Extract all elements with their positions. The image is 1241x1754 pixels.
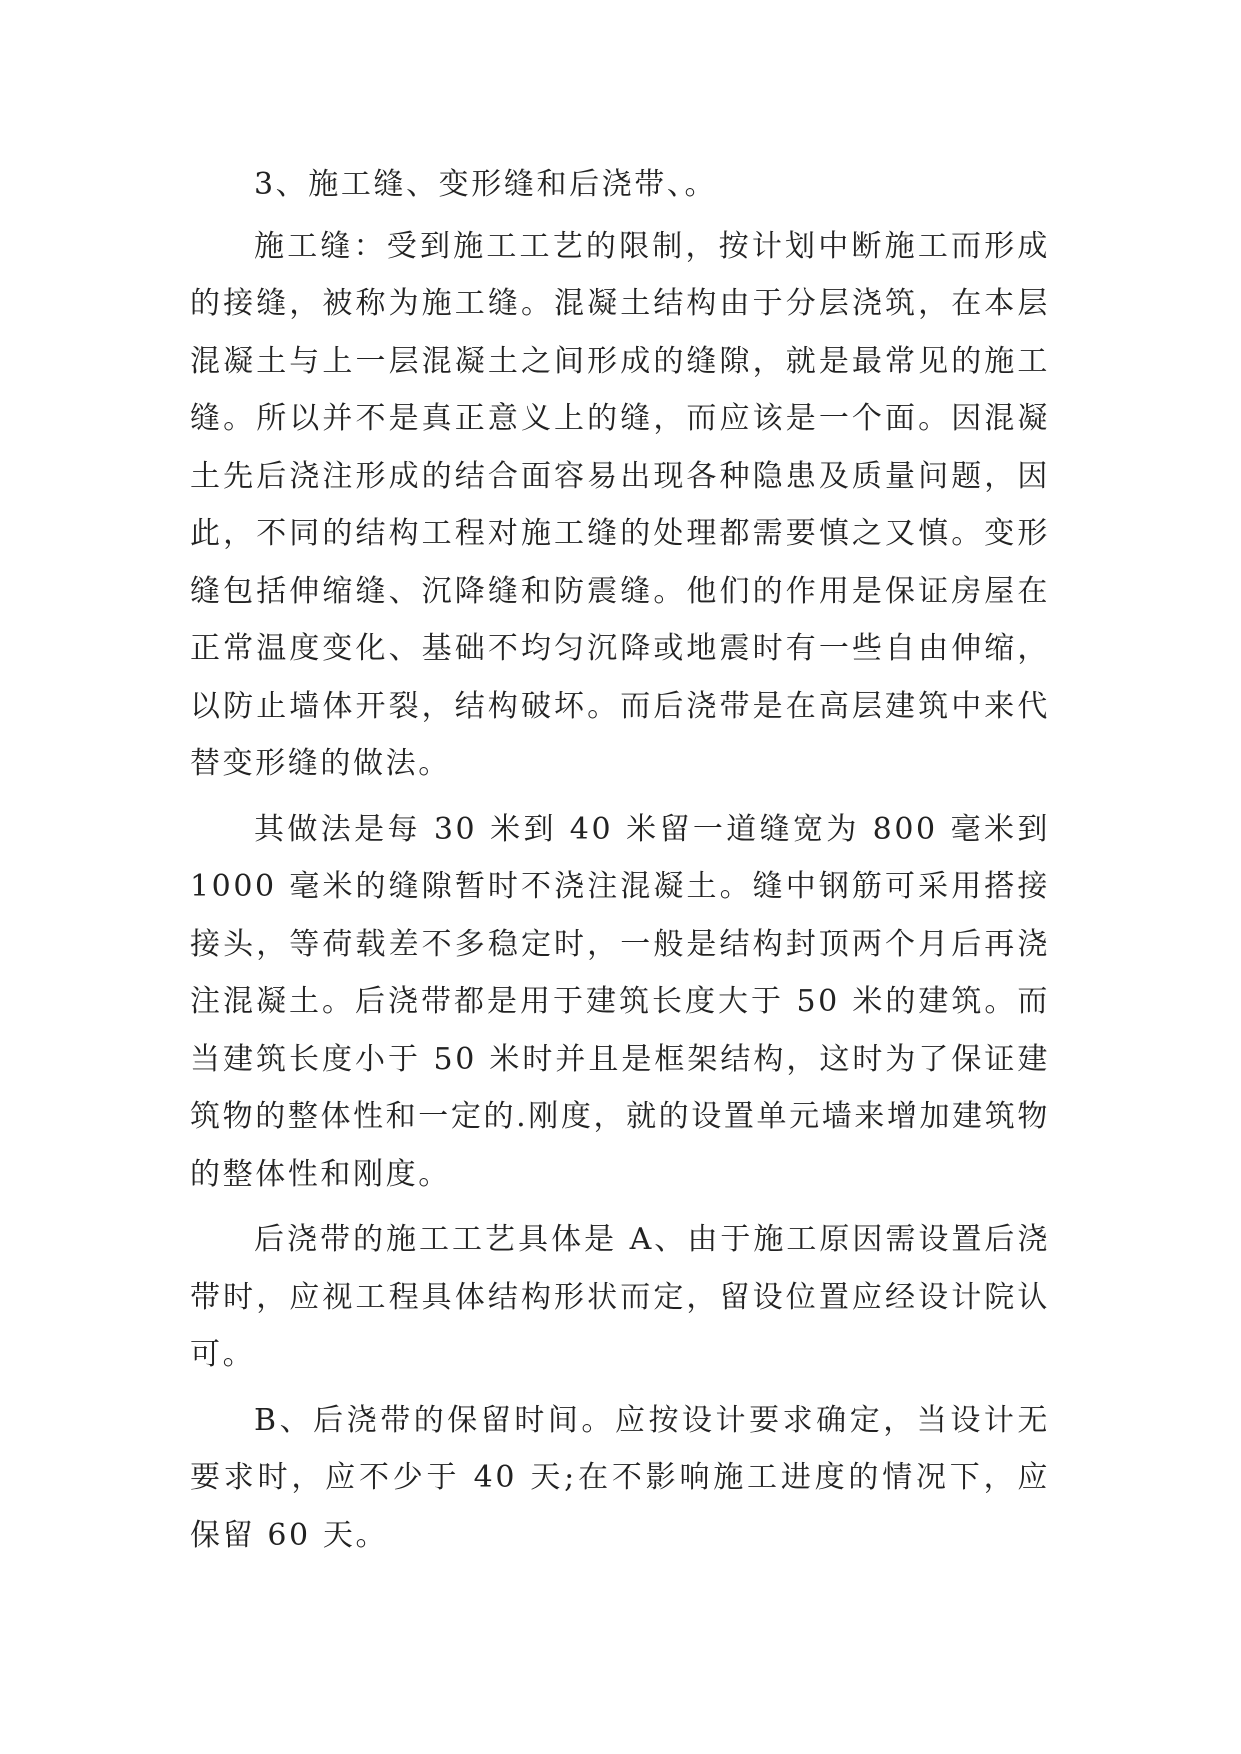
paragraph-process-a: 后浇带的施工工艺具体是 A、由于施工原因需设置后浇带时，应视工程具体结构形状而定，留设位置应经设计院认可。 xyxy=(190,1222,1050,1372)
paragraph-construction-joint: 施工缝：受到施工工艺的限制，按计划中断施工而形成的接缝，被称为施工缝。混凝土结构由于分层浇筑，在本层混凝土与上一层混凝土之间形成的缝隙，就是最常见的施工缝。所以并不是真正意义上的缝，而应该是一个面。因混凝土先后浇注形成的结合面容易出现各种隐患及质量问题，因此，不同的结构工程对施工缝的处理都需要慎之又慎。变形缝包括伸缩缝、沉降缝和防震缝。他们的作用是保证房屋在正常温度变化、基础不均匀沉降或地震时有一些自由伸缩，以防止墙体开裂，结构破坏。而后浇带是在高层建筑中来代替变形缝的做法。 xyxy=(190,228,1050,781)
paragraph-process-b: B、后浇带的保留时间。应按设计要求确定，当设计无要求时，应不少于 40 天;在不影响施工进度的情况下，应保留 60 天。 xyxy=(190,1402,1050,1553)
paragraph-method: 其做法是每 30 米到 40 米留一道缝宽为 800 毫米到 1000 毫米的缝隙暂时不浇注混凝土。缝中钢筋可采用搭接接头，等荷载差不多稳定时，一般是结构封顶两个月后再浇注混凝土。后浇带都是用于建筑长度大于 50 米的建筑。而当建筑长度小于 50 米时并且是框架结构，这时为了保证建筑物的整体性和一定的.刚度，就的设置单元墙来增加建筑物的整体性和刚度。 xyxy=(190,811,1050,1192)
document-body xyxy=(190,156,1050,1572)
section-heading: 3、施工缝、变形缝和后浇带、。 xyxy=(254,167,718,202)
